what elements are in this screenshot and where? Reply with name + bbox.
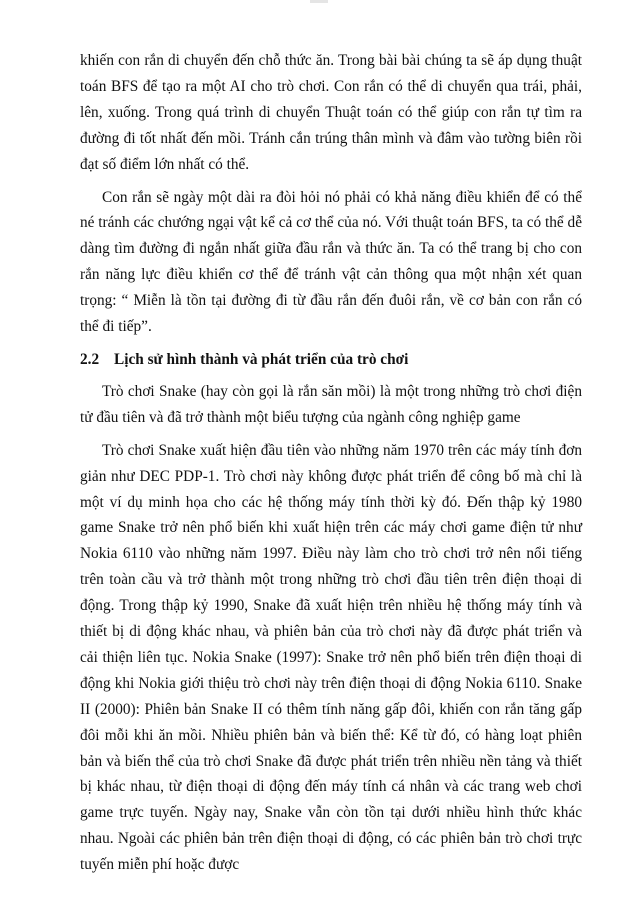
section-heading: [80, 347, 582, 373]
paragraph-history: Trò chơi Snake xuất hiện đầu tiên vào những năm 1970 trên các máy tính đơn giản như DEC PDP-1. Trò chơi này không được phát triển để công bố mà chỉ là một ví dụ minh họa cho các hệ thống máy tính thời kỳ đó. Đến thập kỷ 1980 game Snake trở nên phổ biến khi xuất hiện trên các máy chơi game điện tử như Nokia 6110 vào những năm 1997. Điều này làm cho trò chơi trở nên nổi tiếng trên toàn cầu và trở thành một trong những trò chơi đầu tiên trên điện thoại di động. Trong thập kỷ 1990, Snake đã xuất hiện trên nhiều hệ thống máy tính và thiết bị di động khác nhau, và phiên bản của trò chơi này đã được phát triển và cải thiện liên tục. Nokia Snake (1997): Snake trở nên phổ biến trên điện thoại di động khi Nokia giới thiệu trò chơi này trên điện thoại di động Nokia 6110. Snake II (2000): Phiên bản Snake II có thêm tính năng gấp đôi, khiến con rắn tăng gấp đôi mỗi khi ăn mồi. Nhiều phiên bản và biến thể: Kể từ đó, có hàng loạt phiên bản và biến thể của trò chơi Snake đã được phát triển trên nhiều nền tảng và thiết bị khác nhau, từ điện thoại di động đến máy tính cá nhân và các trang web chơi game trực tuyến. Ngày nay, Snake vẫn còn tồn tại dưới nhiều hình thức khác nhau. Ngoài các phiên bản trên điện thoại di động, có các phiên bản trò chơi trực tuyến miễn phí hoặc được: [80, 441, 582, 874]
paragraph-continued: khiến con rắn di chuyển đến chỗ thức ăn. Trong bài bài chúng ta sẽ áp dụng thuật toán BFS để tạo ra một AI cho trò chơi. Con rắn có thể di chuyển qua trái, phải, lên, xuống. Trong quá trình di chuyển Thuật toán có thể giúp con rắn tự tìm ra đường đi tốt nhất đến mồi. Tránh cắn trúng thân mình và đâm vào tường biên rồi đạt số điểm lớn nhất có thể.: [80, 52, 582, 173]
section-number: 2.2: [80, 350, 100, 368]
section-title: Lịch sử hình thành và phát triển của trò chơi: [114, 350, 409, 368]
paragraph-bfs-control: Con rắn sẽ ngày một dài ra đòi hỏi nó phải có khả năng điều khiển để có thể né tránh các chướng ngại vật kể cả cơ thể của nó. Với thuật toán BFS, ta có thể dễ dàng tìm đường đi ngắn nhất giữa đầu rắn và thức ăn. Ta có thể trang bị cho con rắn năng lực điều khiển cơ thể để tránh vật cản thông qua một nhận xét quan trọng: “ Miễn là tồn tại đường đi từ đầu rắn đến đuôi rắn, về cơ bản con rắn có thể đi tiếp”.: [80, 188, 582, 336]
text-column: [80, 48, 582, 878]
paragraph-intro: Trò chơi Snake (hay còn gọi là rắn săn mồi) là một trong những trò chơi điện tử đầu tiên và đã trở thành một biểu tượng của ngành công nghiệp game: [80, 382, 582, 426]
page-top-mark: [310, 0, 328, 3]
